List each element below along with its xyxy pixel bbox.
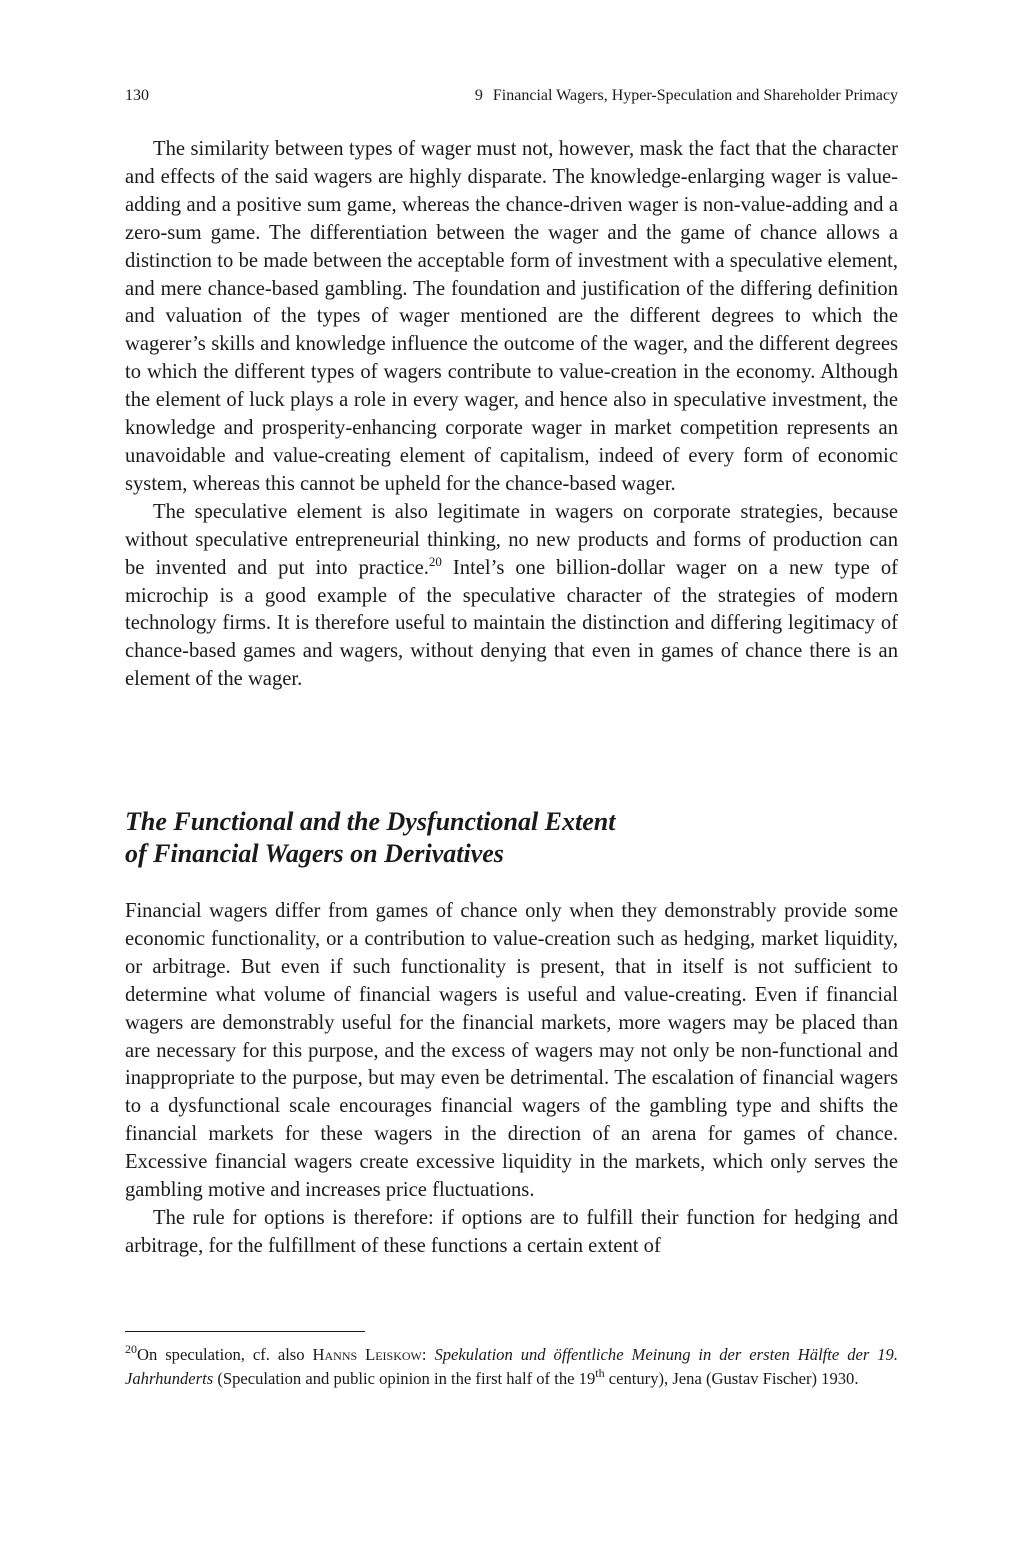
footnote-ordinal-suffix: th <box>595 1366 605 1380</box>
footnote-text: (Speculation and public opinion in the first half of the 19 <box>213 1369 596 1388</box>
paragraph-financial-wagers: Financial wagers differ from games of chance only when they demonstrably provide some economic functionality, or a contribution to value-creation such as hedging, market liquidity, or arbitrage. But even if such functionality is present, that in itself is not sufficient to determine what volume of financial wagers is useful and value-creating. Even if financial wagers are demonstrably useful for the financial markets, more wagers may be placed than are necessary for this purpose, and the excess of wagers may not only be non-functional and inappropriate to the purpose, but may even be detrimental. The escalation of financial wagers to a dysfunctional scale encourages financial wagers of the gambling type and shifts the financial markets for these wagers in the direction of an arena for games of chance. Excessive financial wagers create excessive liquidity in the markets, which only serves the gambling motive and increases price fluctuations. <box>125 900 898 1202</box>
paragraph-speculative-element <box>125 499 898 694</box>
footnote-divider <box>125 1331 365 1332</box>
footnote-reference[interactable]: 20 <box>428 553 442 569</box>
footnote-text: : <box>421 1345 435 1364</box>
section-heading-line: The Functional and the Dysfunctional Extent <box>125 807 616 836</box>
chapter-number: 9 <box>474 87 483 104</box>
footnote-text: century), Jena (Gustav Fischer) 1930. <box>604 1369 859 1388</box>
footnote-work-title: Spekulation und öffentliche Meinung in der ersten Hälfte der 19. Jahrhunderts <box>125 1345 898 1388</box>
chapter-title-text: Financial Wagers, Hyper-Speculation and Shareholder Primacy <box>492 87 898 104</box>
page-number: 130 <box>125 87 149 104</box>
footnote-text: On speculation, cf. also <box>137 1345 313 1364</box>
chapter-title <box>475 86 898 106</box>
footnote <box>125 1343 898 1391</box>
paragraph-text: The speculative element is also legitimate in wagers on corporate strategies, because without speculative entrepreneurial thinking, no new products and forms of production can be invented and put into practice. <box>125 500 898 579</box>
footnote-author: Hanns Leiskow <box>312 1345 422 1364</box>
section-heading <box>125 806 898 870</box>
paragraph-options-rule: The rule for options is therefore: if options are to fulfill their function for hedging and arbitrage, for the fulfillment of these functions a certain extent of <box>125 1206 898 1257</box>
footnote-number: 20 <box>125 1342 137 1356</box>
paragraph-text: Intel’s one billion-dollar wager on a new type of microchip is a good example of the speculative character of the strategies of modern technology firms. It is therefore useful to maintain the distinction and differing legitimacy of chance-based games and wagers, without denying that even in games of chance there is an element of the wager. <box>125 556 898 691</box>
section-heading-line: of Financial Wagers on Derivatives <box>125 839 504 868</box>
body-text-top <box>125 136 898 694</box>
paragraph-wager-similarity: The similarity between types of wager must not, however, mask the fact that the character and effects of the said wagers are highly disparate. The knowledge-enlarging wager is value-adding and a positive sum game, whereas the chance-driven wager is non-value-adding and a zero-sum game. The differentiation between the wager and the game of chance allows a distinction to be made between the acceptable form of investment with a speculative element, and mere chance-based gambling. The foundation and justification of the differing definition and valuation of the types of wager mentioned are the different degrees to which the wagerer’s skills and knowledge influence the outcome of the wager, and the different degrees to which the different types of wagers contribute to value-creation in the economy. Although the element of luck plays a role in every wager, and hence also in speculative investment, the knowledge and prosperity-enhancing corporate wager in market competition represents an unavoidable and value-creating element of capitalism, indeed of every form of economic system, whereas this cannot be upheld for the chance-based wager. <box>125 138 898 495</box>
body-text-bottom <box>125 898 898 1261</box>
